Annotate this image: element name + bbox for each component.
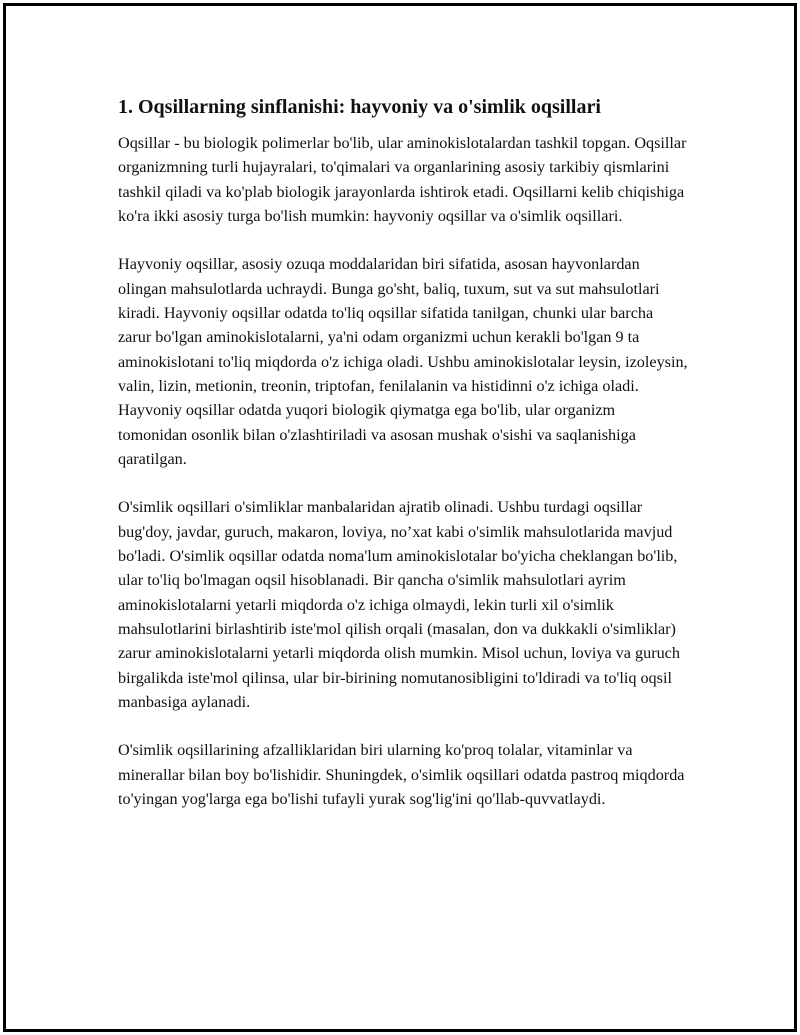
paragraph-intro: Oqsillar - bu biologik polimerlar bo'lib, ular aminokislotalardan tashkil topgan. Oqsillar organizmning turli hujayralari, to'qimalari va organlarining asosiy tarkibiy qismlarini tashkil qiladi va ko'plab biologik jarayonlarda ishtirok etadi. Oqsillarni kelib chiqishiga ko'ra ikki asosiy turga bo'lish mumkin: hayvoniy oqsillar va o'simlik oqsillari.	[118, 134, 687, 225]
paragraph-animal-proteins: Hayvoniy oqsillar, asosiy ozuqa moddalaridan biri sifatida, asosan hayvonlardan olingan mahsulotlarda uchraydi. Bunga go'sht, baliq, tuxum, sut va sut mahsulotlari kiradi. Hayvoniy oqsillar odatda to'liq oqsillar sifatida tanilgan, chunki ular barcha zarur bo'lgan aminokislotalarni, ya'ni odam organizmi uchun kerakli bo'lgan 9 ta aminokislotani to'liq miqdorda o'z ichiga oladi. Ushbu aminokislotalar leysin, izoleysin, valin, lizin, metionin, treonin, triptofan, fenilalanin va histidinni o'z ichiga oladi. Hayvoniy oqsillar odatda yuqori biologik qiymatga ega bo'lib, ular organizm tomonidan osonlik bilan o'zlashtiriladi va asosan mushak o'sishi va saqlanishiga qaratilgan.	[118, 255, 688, 468]
paragraph-plant-proteins: O'simlik oqsillari o'simliklar manbalaridan ajratib olinadi. Ushbu turdagi oqsillar bug'doy, javdar, guruch, makaron, loviya, no’xat kabi o'simlik mahsulotlarida mavjud bo'ladi. O'simlik oqsillar odatda noma'lum aminokislotalar bo'yicha cheklangan bo'lib, ular to'liq bo'lmagan oqsil hisoblanadi. Bir qancha o'simlik mahsulotlari ayrim aminokislotalarni yetarli miqdorda o'z ichiga olmaydi, lekin turli xil o'simlik mahsulotlarini birlashtirib iste'mol qilish orqali (masalan, don va dukkakli o'simliklar) zarur aminokislotalarni yetarli miqdorda olish mumkin. Misol uchun, loviya va guruch birgalikda iste'mol qilinsa, ular bir-birining nomutanosibligini to'ldiradi va to'liq oqsil manbasiga aylanadi.	[118, 498, 680, 711]
section-heading: 1. Oqsillarning sinflanishi: hayvoniy va o'simlik oqsillari	[118, 96, 601, 118]
paragraph-plant-benefits: O'simlik oqsillarining afzalliklaridan biri ularning ko'proq tolalar, vitaminlar va minerallar bilan boy bo'lishidir. Shuningdek, o'simlik oqsillari odatda pastroq miqdorda to'yingan yog'larga ega bo'lishi tufayli yurak sog'lig'ini qo'llab-quvvatlaydi.	[118, 741, 685, 809]
document-body	[118, 94, 688, 836]
